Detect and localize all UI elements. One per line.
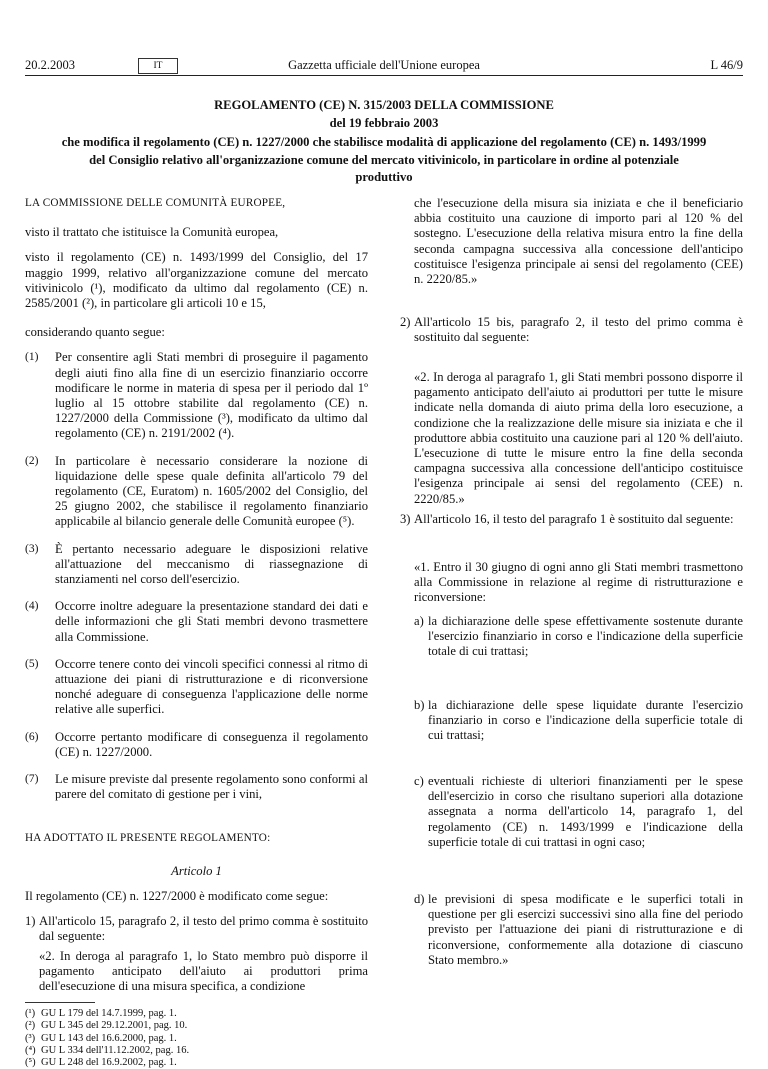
amendment-number: 3)	[400, 512, 411, 526]
recital-text: È pertanto necessario adeguare le disposizioni relative all'attuazione del meccanismo di riassegnazione di stanziamenti nel corso dell'esercizio.	[55, 541, 368, 587]
header-rule	[25, 75, 743, 76]
footnote-rule	[25, 1002, 95, 1003]
regulation-title	[60, 97, 708, 187]
footnote-key: (⁵)	[25, 1056, 36, 1068]
regulation-date: del 19 febbraio 2003	[329, 115, 439, 130]
article-heading: Articolo 1	[171, 863, 222, 878]
list-item-b	[414, 698, 743, 744]
visto-treaty: visto il trattato che istituisce la Comunità europea,	[25, 225, 279, 240]
item-text: eventuali richieste di ulteriori finanziamenti per le spese dell'esercizio in corso che risultano superiori alla dotazione assegnata a norma dell'articolo 14, paragrafo 1, del regolamento (CE) n. 1493/1999 e l'indicazione della superficie totale di cui trattasi in ogni caso;	[428, 774, 743, 849]
footnote	[25, 1020, 368, 1032]
amendment-3	[400, 512, 743, 527]
quote-continuation: che l'esecuzione della misura sia iniziata e che il beneficiario abbia costituito una cauzione di importo pari al 120 % del sostegno. L'esecuzione della relativa misura entro la fine della seconda campagna successiva alla concessione dell'anticipo costituisce l'esigenza principale ai sensi del regolamento (CEE) n. 2220/85.»	[414, 196, 743, 287]
footnote-text: GU L 345 del 29.12.2001, pag. 10.	[41, 1020, 188, 1032]
page-number: L 46/9	[710, 58, 743, 72]
recital-text: Le misure previste dal presente regolamento sono conformi al parere del comitato di gestione per i vini,	[55, 772, 368, 802]
amendment-number: 1)	[25, 914, 36, 929]
regulation-number: REGOLAMENTO (CE) N. 315/2003 DELLA COMMISSIONE	[214, 98, 554, 112]
adopted-line: HA ADOTTATO IL PRESENTE REGOLAMENTO:	[25, 831, 271, 844]
recital-number: (7)	[25, 773, 39, 786]
recital-number: (6)	[25, 730, 39, 743]
footnote	[25, 1057, 368, 1069]
recital-number: (1)	[25, 351, 39, 364]
recital-text: Occorre tenere conto dei vincoli specifici connessi al ritmo di attuazione dei piani di ristrutturazione e di riconversione nonché adeguare di conseguenza l'applicazione delle norme relative alle superfici.	[55, 656, 368, 717]
list-item-c	[414, 774, 743, 850]
recital-number: (5)	[25, 657, 39, 670]
amendment-2-quote: «2. In deroga al paragrafo 1, gli Stati membri possono disporre il pagamento anticipato dell'aiuto ai produttori per tutte le misure indicate nella domanda di aiuto prima della loro esecuzione, a condizione che la realizzazione delle misure sia iniziata e che il produttore abbia costituito una cauzione pari al 120 % dell'aiuto. L'esecuzione di tutte le misure entro la fine della seconda campagna successiva alla concessione dell'anticipo costituisce l'esigenza principale ai sensi del regolamento (CEE) n. 2220/85.»	[414, 370, 743, 506]
amendment-text: All'articolo 15 bis, paragrafo 2, il testo del primo comma è sostituito dal seguente:	[414, 315, 743, 345]
amendment-1	[25, 914, 368, 944]
commission-line: LA COMMISSIONE DELLE COMUNITÀ EUROPEE,	[25, 197, 286, 209]
footnote	[25, 1045, 368, 1057]
recital-number: (4)	[25, 600, 39, 613]
footnote-key: (⁴)	[25, 1044, 36, 1056]
recital	[25, 350, 368, 441]
item-key: d)	[414, 892, 425, 906]
recital-number: (2)	[25, 454, 39, 467]
recital-text: Per consentire agli Stati membri di proseguire il pagamento degli aiuti fino alla fine di un esercizio finanziario occorre modificare le norme in materia di spesa per il periodo dal 1º luglio al 15 ottobre stabilite dal regolamento (CE) n. 1227/2000 della Commissione (³), modificato da ultimo dal regolamento (CE) n. 2191/2002 (⁴).	[55, 350, 368, 441]
recital	[25, 657, 368, 718]
footnote-key: (²)	[25, 1020, 36, 1032]
amendment-text: All'articolo 15, paragrafo 2, il testo del primo comma è sostituito dal seguente:	[39, 914, 368, 944]
left-column	[25, 196, 368, 1069]
language-badge: IT	[138, 58, 178, 74]
header-date: 20.2.2003	[25, 58, 75, 72]
list-item-d	[414, 892, 743, 968]
item-key: a)	[414, 614, 424, 628]
recital	[25, 599, 368, 645]
footnote-text: GU L 143 del 16.6.2000, pag. 1.	[41, 1032, 177, 1044]
footnote-key: (¹)	[25, 1008, 36, 1020]
amendment-number: 2)	[400, 315, 411, 329]
amendment-2	[400, 315, 743, 345]
recital	[25, 730, 368, 760]
article-intro: Il regolamento (CE) n. 1227/2000 è modificato come segue:	[25, 888, 329, 903]
recital	[25, 454, 368, 530]
considerando-intro: considerando quanto segue:	[25, 325, 165, 340]
recital	[25, 542, 368, 588]
item-key: c)	[414, 774, 424, 788]
recital-number: (3)	[25, 542, 39, 555]
footnote-text: GU L 248 del 16.9.2002, pag. 1.	[41, 1056, 177, 1068]
recital	[25, 772, 368, 802]
amendment-3-quote: «1. Entro il 30 giugno di ogni anno gli Stati membri trasmettono alla Commissione in relazione al regime di ristrutturazione e riconversione:	[414, 560, 743, 605]
amendment-1-quote: «2. In deroga al paragrafo 1, lo Stato membro può disporre il pagamento anticipato dell'aiuto ai produttori prima dell'esecuzione di una misura specifica, a condizione	[39, 948, 368, 993]
footnote	[25, 1008, 368, 1020]
visto-regulation: visto il regolamento (CE) n. 1493/1999 del Consiglio, del 17 maggio 1999, relativo all'organizzazione comune del mercato vitivinicolo (¹), modificato da ultimo dal regolamento (CE) n. 2585/2001 (²), in particolare gli articoli 10 e 15,	[25, 250, 368, 311]
footnote-text: GU L 334 dell'11.12.2002, pag. 16.	[41, 1044, 190, 1056]
item-key: b)	[414, 698, 425, 712]
recital-text: Occorre pertanto modificare di conseguenza il regolamento (CE) n. 1227/2000.	[55, 729, 368, 759]
footnote	[25, 1033, 368, 1045]
item-text: le previsioni di spesa modificate e le superfici totali in questione per gli esercizi successivi sino alla fine del periodo previsto per l'attuazione dei piani di ristrutturazione e di riconversione, conformemente alla dotazione di ciascuno Stato membro.»	[428, 892, 743, 967]
recital-text: In particolare è necessario considerare la nozione di liquidazione delle spese quale definita all'articolo 79 del regolamento (CE, Euratom) n. 1605/2002 del Consiglio, del 25 giugno 2002, che stabilisce il regolamento finanziario applicabile al bilancio generale delle Comunità europee (⁵).	[55, 453, 368, 529]
footnote-key: (³)	[25, 1032, 36, 1044]
list-item-a	[414, 614, 743, 660]
page-header	[0, 38, 768, 72]
amendment-text: All'articolo 16, il testo del paragrafo 1 è sostituito dal seguente:	[414, 512, 734, 526]
regulation-subject: che modifica il regolamento (CE) n. 1227/2000 che stabilisce modalità di applicazione del regolamento (CE) n. 1493/1999 del Consiglio relativo all'organizzazione comune del mercato vitivinicolo, in particolare in ordine al potenziale produttivo	[61, 135, 707, 184]
footnote-text: GU L 179 del 14.7.1999, pag. 1.	[41, 1008, 177, 1020]
journal-name: Gazzetta ufficiale dell'Unione europea	[288, 58, 480, 72]
item-text: la dichiarazione delle spese liquidate durante l'esercizio finanziario in corso e l'indicazione della superficie totale di cui trattasi;	[428, 698, 743, 743]
recital-text: Occorre inoltre adeguare la presentazione standard dei dati e delle informazioni che gli Stati membri devono trasmettere alla Commissione.	[55, 599, 368, 644]
item-text: la dichiarazione delle spese effettivamente sostenute durante l'esercizio finanziario in corso e l'indicazione della superficie totale di cui trattasi;	[428, 614, 743, 659]
